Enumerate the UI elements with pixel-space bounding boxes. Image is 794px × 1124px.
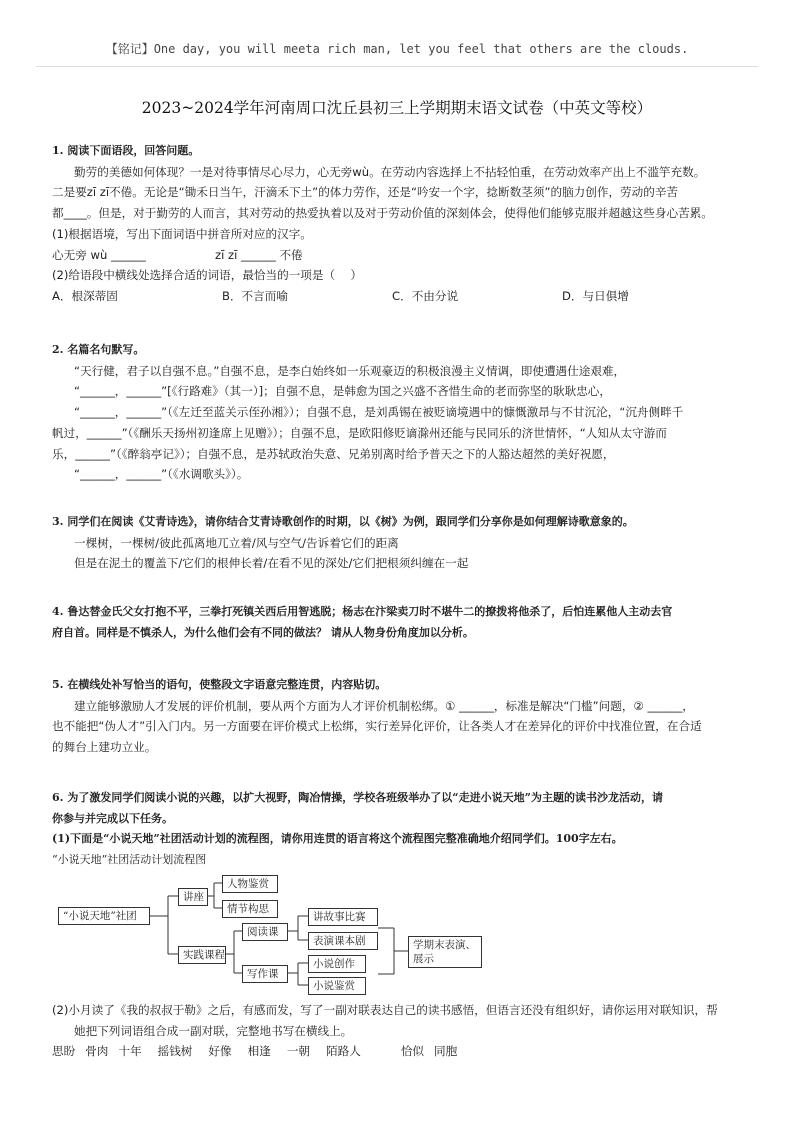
question-2	[52, 340, 752, 485]
flowchart-title: “小说天地”社团活动计划流程图	[52, 853, 207, 867]
question-6-line: 你参与并完成以下任务。	[52, 811, 173, 825]
q2-line: “______，______”[《行路难》（其一）]；自强不息，是韩愈为国之兴盛不吝惜生命的老而弥坚的耿耿忠心，	[74, 384, 611, 399]
question-3-heading: 3. 同学们在阅读《艾青诗选》，请你结合艾青诗歌创作的时期，以《树》为例，跟同学们分享你是如何理解诗歌意象的。	[52, 515, 634, 528]
flow-node-practice: 实践课程	[178, 946, 226, 964]
q2-line: “______，______”（《左迁至蓝关示侄孙湘》）；自强不息，是刘禹锡在被贬谪境遇中的慷慨激昂与不甘沉沦，“沉舟侧畔千	[74, 405, 684, 420]
word: 骨肉	[85, 1044, 109, 1059]
fill-blank-wu: 心无旁 wù ______	[52, 247, 146, 262]
question-3	[52, 512, 752, 574]
poem-line: 但是在泥土的覆盖下/它们的根伸长着/在看不见的深处/它们把根须纠缠在一起	[74, 556, 469, 571]
q5-line: 的舞台上建功立业。	[52, 740, 157, 755]
flow-node-storytelling: 讲故事比赛	[308, 908, 378, 926]
motto-banner	[0, 0, 794, 64]
question-4-line: 府自首。同样是不慎杀人，为什么他们会有不同的做法？ 请从人物身份角度加以分析。	[52, 625, 474, 639]
word: 一朝	[286, 1044, 311, 1059]
question-5-heading: 5. 在横线处补写恰当的语句，使整段文字语意完整连贯，内容贴切。	[52, 678, 387, 691]
q1-subquestion-2: (2)给语段中横线处选择合适的词语，最恰当的一项是（ ）	[52, 268, 362, 283]
flow-node-character-appreciation: 人物鉴赏	[222, 875, 278, 893]
word: 陌路人	[326, 1044, 361, 1059]
word: 同胞	[434, 1044, 458, 1059]
q5-line: 也不能把“伪人才”引入门内。另一方面要在评价模式上松绑，实行差异化评价，让各类人才在差异化的评价中找准位置，在合适	[52, 719, 702, 734]
exam-title: 2023~2024学年河南周口沈丘县初三上学期期末语文试卷（中英文等校）	[141, 99, 653, 117]
option-b: B．不言而喻	[222, 288, 288, 303]
question-1	[52, 141, 752, 307]
flow-node-textbook-drama: 表演课本剧	[308, 932, 378, 950]
option-d: D．与日俱增	[562, 288, 629, 303]
option-c: C．不由分说	[392, 288, 459, 303]
question-4-line: 4. 鲁达替金氏父女打抱不平，三拳打死镇关西后用智逃脱；杨志在汴梁卖刀时不堪牛二的撩拨将他杀了，后怕连累他人主动去官	[52, 605, 673, 618]
question-1-heading: 1. 阅读下面语段，回答问题。	[52, 144, 200, 157]
q5-line: 建立能够激励人才发展的评价机制，要从两个方面为人才评价机制松绑。① ______，标准是解决“门槛”问题，② ______，	[74, 698, 694, 713]
q2-line: 乐，______”（《醉翁亭记》）；自强不息，是苏轼政治失意、兄弟别离时给予普天之下的人豁达超然的美好祝愿，	[52, 446, 615, 461]
q1-line: 勤劳的美德如何体现？一是对待事情尽心尽力，心无旁wù。在劳动内容选择上不拈轻怕重，在劳动效率产出上不滥竽充数。	[74, 164, 706, 179]
question-5	[52, 675, 752, 758]
word: 恰似	[400, 1044, 425, 1059]
flow-node-writing: 写作课	[242, 965, 288, 983]
q1-options	[52, 286, 752, 307]
word: 摇钱树	[157, 1044, 193, 1059]
header-divider	[36, 66, 758, 67]
q2-line: “天行健，君子以自强不息。”自强不息，是李白始终如一乐观豪迈的积极浪漫主义情调，即使遭遇仕途艰难，	[74, 363, 626, 378]
q2-line: 帆过，______”（《酬乐天扬州初逢席上见赠》）；自强不息，是欧阳修贬谪滁州还能与民同乐的济世情怀，“人知从太守游而	[52, 425, 667, 440]
flow-node-root: “小说天地”社团	[58, 907, 150, 925]
q6-subquestion-2: 她把下列词语组合成一副对联，完整地书写在横线上。	[74, 1023, 353, 1038]
question-2-heading: 2. 名篇名句默写。	[52, 343, 145, 356]
q6-subquestion-1: (1)下面是“小说天地”社团活动计划的流程图，请你用连贯的语言将这个流程图完整准确地介绍同学们。100字左右。	[52, 832, 623, 846]
question-6	[52, 788, 752, 871]
word: 相逢	[247, 1044, 271, 1059]
q1-line: 二是要zī zī不倦。无论是“锄禾日当午，汗滴禾下土”的体力劳作，还是“吟安一个字，捻断数茎须”的脑力创作，劳动的辛苦	[52, 185, 679, 200]
word-list	[52, 1041, 752, 1062]
fill-blank-zizi: zī zī ______ 不倦	[215, 247, 303, 262]
q1-line: 都____。但是，对于勤劳的人而言，其对劳动的热爱执着以及对于劳动价值的深刻体会，使得他们能够克服并超越这些身心苦累。	[52, 206, 713, 221]
activity-flowchart	[50, 868, 490, 998]
word: 十年	[118, 1044, 142, 1059]
flow-node-reading: 阅读课	[242, 923, 288, 941]
question-4	[52, 602, 752, 643]
poem-line: 一棵树，一棵树/彼此孤离地兀立着/风与空气/告诉着它们的距离	[74, 535, 399, 550]
flow-node-final-show: 学期末表演、展示	[408, 936, 482, 968]
q2-line: “______，______”（《水调歌头》）。	[74, 467, 249, 482]
word: 思盼	[52, 1044, 76, 1059]
flow-node-novel-writing: 小说创作	[308, 955, 366, 973]
flow-node-plot-design: 情节构思	[222, 900, 278, 918]
q1-fill-row	[52, 245, 752, 266]
motto-text: 【铭记】One day, you will meeta rich man, let you feel that others are the clouds.	[105, 42, 689, 56]
word: 好像	[208, 1044, 232, 1059]
flow-node-lecture: 讲座	[178, 888, 208, 906]
flow-node-novel-appreciation: 小说鉴赏	[308, 977, 366, 995]
question-6-part-2	[52, 1000, 752, 1062]
q1-subquestion-1: (1)根据语境，写出下面词语中拼音所对应的汉字。	[52, 226, 312, 241]
option-a: A．根深蒂固	[52, 288, 118, 303]
question-6-line: 6. 为了激发同学们阅读小说的兴趣，以扩大视野，陶冶情操，学校各班级举办了以“走进小说天地”为主题的读书沙龙活动，请	[52, 791, 663, 804]
q6-subquestion-2: (2)小月读了《我的叔叔于勒》之后，有感而发，写了一副对联表达自己的读书感悟，但语言还没有组织好，请你运用对联知识，帮	[52, 1003, 718, 1017]
